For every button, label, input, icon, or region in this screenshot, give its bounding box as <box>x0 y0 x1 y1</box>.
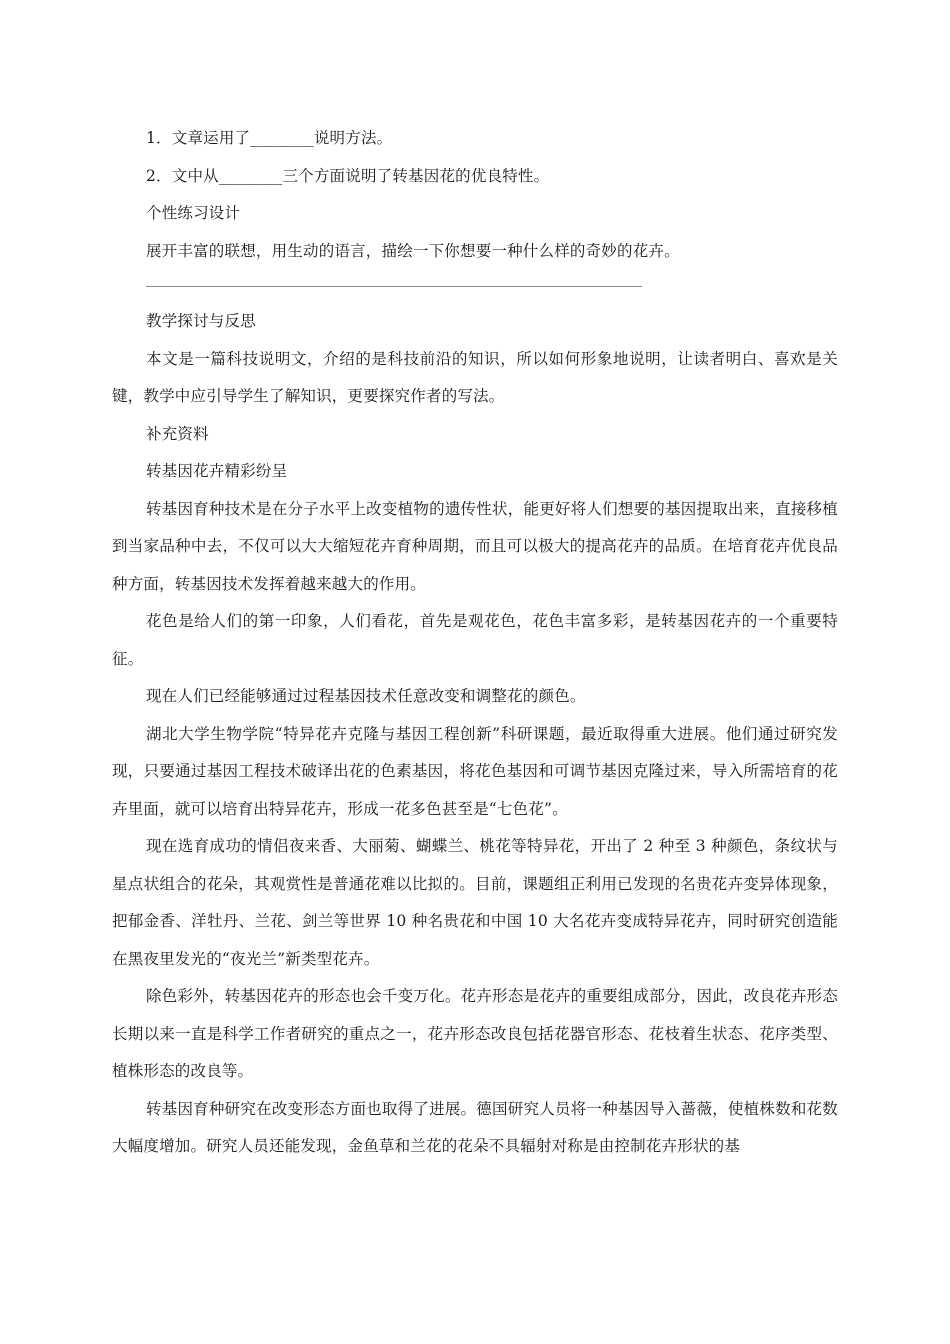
supplement-heading: 补充资料 <box>146 424 209 443</box>
question-1: 1．文章运用了________说明方法。 <box>146 129 393 147</box>
practice-prompt: 展开丰富的联想，用生动的语言，描绘一下你想要一种什么样的奇妙的花卉。 <box>146 241 680 260</box>
supplement-paragraph: 现在人们已经能够通过过程基因技术任意改变和调整花的颜色。 <box>146 687 586 705</box>
answer-line <box>146 286 642 287</box>
supplement-paragraph: 转基因育种技术是在分子水平上改变植物的遗传性状，能更好将人们想要的基因提取出来，直接移植到当家品种中去，不仅可以大大缩短花卉育种周期，而且可以极大的提高花卉的品质。在培育花卉优良品种方面，转基因技术发挥着越来越大的作用。 <box>112 499 838 593</box>
supplement-paragraph: 除色彩外，转基因花卉的形态也会千变万化。花卉形态是花卉的重要组成部分，因此，改良花卉形态长期以来一直是科学工作者研究的重点之一，花卉形态改良包括花器官形态、花枝着生状态、花序类型、植株形态的改良等。 <box>112 987 838 1080</box>
reflection-heading: 教学探讨与反思 <box>146 312 256 330</box>
reflection-body: 本文是一篇科技说明文，介绍的是科技前沿的知识，所以如何形象地说明，让读者明白、喜欢是关键，教学中应引导学生了解知识，更要探究作者的写法。 <box>112 349 838 405</box>
practice-heading: 个性练习设计 <box>146 204 241 222</box>
supplement-paragraph: 转基因育种研究在改变形态方面也取得了进展。德国研究人员将一种基因导入蔷薇，使植株数和花数大幅度增加。研究人员还能发现，金鱼草和兰花的花朵不具辐射对称是由控制花卉形状的基 <box>112 1099 838 1155</box>
document-page <box>112 120 838 1166</box>
supplement-title: 转基因花卉精彩纷呈 <box>146 462 288 480</box>
supplement-paragraph: 湖北大学生物学院“特异花卉克隆与基因工程创新”科研课题，最近取得重大进展。他们通过研究发现，只要通过基因工程技术破译出花的色素基因，将花色基因和可调节基因克隆过来，导入所需培育的花卉里面，就可以培育出特异花卉，形成一花多色甚至是“七色花”。 <box>112 724 838 818</box>
question-2: 2．文中从________三个方面说明了转基因花的优良特性。 <box>146 166 550 185</box>
supplement-paragraph: 花色是给人们的第一印象，人们看花，首先是观花色，花色丰富多彩，是转基因花卉的一个重要特征。 <box>112 612 838 668</box>
supplement-paragraph: 现在选育成功的情侣夜来香、大丽菊、蝴蝶兰、桃花等特异花，开出了 2 种至 3 种颜色，条纹状与星点状组合的花朵，其观赏性是普通花难以比拟的。目前，课题组正利用已发现的名贵花卉变异体现象，把郁金香、洋牡丹、兰花、剑兰等世界 10 种名贵花和中国 10 大名花卉变成特异花卉，同时研究创造能在黑夜里发光的“夜光兰”新类型花卉。 <box>112 837 838 968</box>
